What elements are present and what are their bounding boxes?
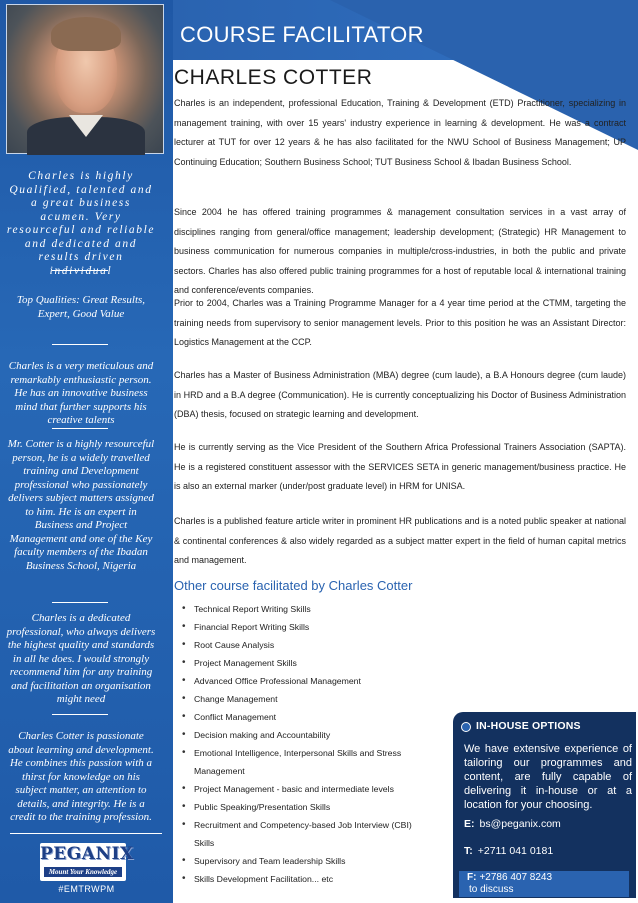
sidebar [0, 0, 173, 903]
course-item: • Conflict Management [180, 708, 430, 726]
bio-paragraph-text: Charles is an independent, professional Education, Training & Development (ETD) Practitioner, specializing in management training, with over 15 years' industry experience in learning & development. He was a contract lecturer at TUT for over 12 years & he has also facilitated for the NWU School of Business Management; UP Continuing Education; Southern Business School; TUT Business School & Ibadan Business School. [174, 98, 626, 167]
sidebar-quote: Mr. Cotter is a highly resourceful person, he is a widely travelled training and Development professional who passionately delivers subject matters assigned to him. He is an expert in Business and Project Management and one of the Key faculty members of the Ibadan Business School, Nigeria [7, 438, 155, 572]
email-link[interactable]: bs@peganix.com [479, 818, 561, 830]
logo-word: PEGANIX [40, 844, 134, 864]
inhouse-heading: IN-HOUSE OPTIONS [476, 720, 581, 732]
phone-number[interactable]: +2711 041 0181 [477, 845, 554, 857]
email-contact [464, 818, 561, 830]
phone-contact [464, 845, 553, 857]
sidebar-quote: Charles is a very meticulous and remarkably enthusiastic person. He has an innovative business mind that further supports his creative talents [8, 360, 154, 426]
bio-paragraph: Charles has a Master of Business Administration (MBA) degree (cum laude), a B.A Honours degree (cum laude) in HRD and a B.A degree (Communication). He is currently conceptualizing his Doctor of Business Administration (DBA) thesis, focused on strategic learning and development. [174, 370, 626, 420]
course-item: • Skills Development Facilitation... etc [180, 870, 430, 888]
sidebar-divider [52, 428, 108, 429]
course-list [180, 600, 430, 888]
course-item: • Decision making and Accountability [180, 726, 430, 744]
photo-hair [51, 17, 121, 51]
bio-paragraph: Since 2004 he has offered training programmes & management consultation services in a vast array of disciplines ranging from general/office management; leadership development; (Strategic) HR Management to business communication for numerous companies in multiple/cross-industries, in both the public and private sectors. Charles has also offered public training programmes for a host of reputable local & international training and conference/events companies. [174, 207, 626, 296]
inhouse-options-box [453, 712, 636, 898]
sidebar-divider [52, 270, 108, 271]
peganix-logo [40, 843, 134, 881]
course-item: • Recruitment and Competency-based Job Interview (CBI) Skills [180, 816, 430, 852]
sidebar-quote: Charles is a dedicated professional, who always delivers the highest quality and standards in all he does. I would strongly recommend him for any training and facilitation an organisation might need [6, 612, 156, 705]
phone-label: T: [464, 845, 473, 857]
hashtag: #EMTRWPM [58, 884, 115, 894]
course-item: • Technical Report Writing Skills [180, 600, 430, 618]
logo-tagline: Mount Your Knowledge [44, 867, 122, 877]
course-item: • Change Management [180, 690, 430, 708]
facilitator-name: CHARLES COTTER [174, 66, 373, 89]
sidebar-top-qualities: Top Qualities: Great Results, Expert, Good Value [16, 294, 146, 320]
bio-paragraph: Charles is a published feature article writer in prominent HR publications and is a noted public speaker at national & continental conferences & also widely regarded as a subject matter expert in the field of human capital metrics and management. [174, 516, 626, 566]
inhouse-description: We have extensive experience of tailoring our programmes and content, are fully capable of delivering it in-house or at a location for your choosing. [464, 743, 632, 811]
fax-contact [459, 871, 629, 897]
radio-icon [461, 722, 471, 732]
sidebar-divider [52, 714, 108, 715]
bio-paragraph: Prior to 2004, Charles was a Training Programme Manager for a 4 year time period at the CTMM, targeting the training needs from supervisory to senior management levels. Prior to this position he was an Assistant Director: Logistics Management at the CCP. [174, 298, 626, 348]
sidebar-bottom-divider [10, 833, 162, 834]
email-label: E: [464, 818, 475, 830]
fax-note: to discuss [469, 884, 514, 895]
bio-paragraph: He is currently serving as the Vice President of the Southern Africa Professional Trainers Association (SAPTA). He is a registered constituent assessor with the SERVICES SETA in generic management/business practice. He is also an external marker (under/post graduate level) in HRM for UNISA. [174, 442, 626, 492]
sidebar-divider [52, 344, 108, 345]
course-item: • Emotional Intelligence, Interpersonal Skills and Stress Management [180, 744, 430, 780]
course-item: • Advanced Office Professional Management [180, 672, 430, 690]
fax-number[interactable]: +2786 407 8243 [479, 872, 553, 883]
course-item: • Financial Report Writing Skills [180, 618, 430, 636]
course-item: • Project Management Skills [180, 654, 430, 672]
course-item: • Supervisory and Team leadership Skills [180, 852, 430, 870]
sidebar-tagline: Charles is highly Qualified, talented and a great business acumen. Very resourceful and reliable and dedicated and results driven individual [6, 170, 156, 277]
profile-photo [6, 4, 164, 154]
sidebar-divider [52, 602, 108, 603]
course-item: • Project Management - basic and intermediate levels [180, 780, 430, 798]
course-item: • Root Cause Analysis [180, 636, 430, 654]
courses-heading: Other course facilitated by Charles Cotter [174, 578, 413, 593]
course-item: • Public Speaking/Presentation Skills [180, 798, 430, 816]
fax-label: F: [467, 872, 477, 883]
page-title: COURSE FACILITATOR [180, 22, 424, 47]
bio-paragraph [174, 94, 626, 172]
sidebar-quote: Charles Cotter is passionate about learning and development. He combines this passion with a thirst for knowledge on his subject matter, an attention to details, and integrity. He is a credit to the training profession. [8, 730, 154, 823]
